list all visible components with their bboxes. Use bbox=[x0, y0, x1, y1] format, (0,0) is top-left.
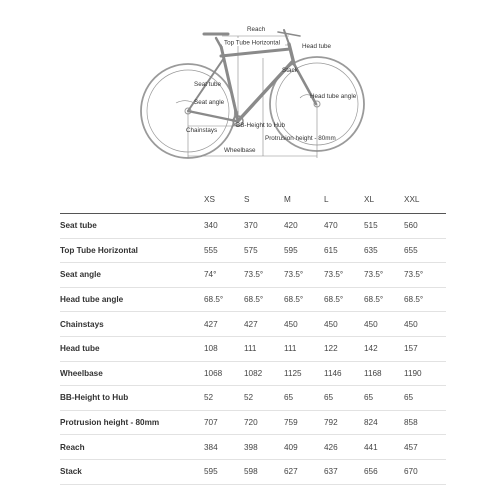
table-cell: 656 bbox=[364, 459, 404, 484]
label-top-tube-horizontal: Top Tube Horizontal bbox=[224, 39, 281, 47]
size-header: XL bbox=[364, 185, 404, 214]
table-cell: 1146 bbox=[324, 361, 364, 386]
geometry-table-body bbox=[60, 214, 446, 485]
table-cell: 68.5° bbox=[284, 287, 324, 312]
table-row bbox=[60, 336, 446, 361]
table-cell: 52 bbox=[244, 386, 284, 411]
table-row bbox=[60, 312, 446, 337]
table-cell: 384 bbox=[204, 435, 244, 460]
table-cell: 108 bbox=[204, 336, 244, 361]
table-cell: 598 bbox=[244, 459, 284, 484]
table-cell: 420 bbox=[284, 214, 324, 239]
table-cell: 370 bbox=[244, 214, 284, 239]
label-bb-height-to-hub: BB-Height to Hub bbox=[236, 122, 286, 129]
table-cell: 73.5° bbox=[364, 263, 404, 288]
label-seat-tube: Seat tube bbox=[194, 81, 221, 88]
table-cell: 74° bbox=[204, 263, 244, 288]
table-cell: 759 bbox=[284, 410, 324, 435]
label-head-tube-angle: Head tube angle bbox=[310, 93, 357, 100]
table-cell: 1190 bbox=[404, 361, 446, 386]
table-row bbox=[60, 214, 446, 239]
table-cell: 1168 bbox=[364, 361, 404, 386]
table-row bbox=[60, 435, 446, 460]
table-cell: 65 bbox=[284, 386, 324, 411]
table-cell: 122 bbox=[324, 336, 364, 361]
table-cell: 470 bbox=[324, 214, 364, 239]
table-cell: 457 bbox=[404, 435, 446, 460]
table-cell: 65 bbox=[324, 386, 364, 411]
table-cell: 157 bbox=[404, 336, 446, 361]
table-cell: 52 bbox=[204, 386, 244, 411]
table-cell: 450 bbox=[404, 312, 446, 337]
table-cell: 595 bbox=[204, 459, 244, 484]
table-cell: 824 bbox=[364, 410, 404, 435]
table-cell: 427 bbox=[244, 312, 284, 337]
table-cell: 450 bbox=[364, 312, 404, 337]
row-label: Reach bbox=[60, 435, 204, 460]
table-cell: 450 bbox=[284, 312, 324, 337]
table-cell: 68.5° bbox=[404, 287, 446, 312]
label-stack: Stack bbox=[282, 67, 298, 74]
table-cell: 73.5° bbox=[324, 263, 364, 288]
table-cell: 441 bbox=[364, 435, 404, 460]
table-cell: 409 bbox=[284, 435, 324, 460]
table-row bbox=[60, 238, 446, 263]
table-cell: 142 bbox=[364, 336, 404, 361]
table-cell: 450 bbox=[324, 312, 364, 337]
table-cell: 560 bbox=[404, 214, 446, 239]
table-cell: 68.5° bbox=[244, 287, 284, 312]
table-cell: 637 bbox=[324, 459, 364, 484]
table-cell: 1068 bbox=[204, 361, 244, 386]
row-label: Wheelbase bbox=[60, 361, 204, 386]
table-cell: 68.5° bbox=[364, 287, 404, 312]
table-cell: 670 bbox=[404, 459, 446, 484]
table-cell: 720 bbox=[244, 410, 284, 435]
table-cell: 595 bbox=[284, 238, 324, 263]
table-cell: 73.5° bbox=[404, 263, 446, 288]
table-cell: 655 bbox=[404, 238, 446, 263]
table-cell: 635 bbox=[364, 238, 404, 263]
bike-geometry-diagram bbox=[0, 0, 500, 185]
table-cell: 73.5° bbox=[244, 263, 284, 288]
label-head-tube: Head tube bbox=[302, 43, 332, 50]
table-row bbox=[60, 361, 446, 386]
label-wheelbase: Wheelbase bbox=[224, 147, 256, 154]
table-cell: 427 bbox=[204, 312, 244, 337]
table-cell: 555 bbox=[204, 238, 244, 263]
table-cell: 627 bbox=[284, 459, 324, 484]
table-cell: 615 bbox=[324, 238, 364, 263]
row-label: Head tube angle bbox=[60, 287, 204, 312]
table-cell: 68.5° bbox=[204, 287, 244, 312]
row-label: BB-Height to Hub bbox=[60, 386, 204, 411]
table-cell: 792 bbox=[324, 410, 364, 435]
size-header: L bbox=[324, 185, 364, 214]
label-protrusion-height: Protrusion height - 80mm bbox=[265, 135, 336, 142]
row-label: Seat angle bbox=[60, 263, 204, 288]
label-reach: Reach bbox=[247, 26, 266, 33]
table-cell: 575 bbox=[244, 238, 284, 263]
size-header-row bbox=[60, 185, 446, 214]
table-row bbox=[60, 287, 446, 312]
table-cell: 426 bbox=[324, 435, 364, 460]
table-cell: 111 bbox=[244, 336, 284, 361]
size-header: M bbox=[284, 185, 324, 214]
table-cell: 515 bbox=[364, 214, 404, 239]
table-row bbox=[60, 410, 446, 435]
row-label: Stack bbox=[60, 459, 204, 484]
size-header: S bbox=[244, 185, 284, 214]
table-cell: 1125 bbox=[284, 361, 324, 386]
table-cell: 1082 bbox=[244, 361, 284, 386]
table-cell: 65 bbox=[364, 386, 404, 411]
table-cell: 340 bbox=[204, 214, 244, 239]
header-blank bbox=[60, 185, 204, 214]
table-cell: 707 bbox=[204, 410, 244, 435]
table-cell: 68.5° bbox=[324, 287, 364, 312]
row-label: Chainstays bbox=[60, 312, 204, 337]
label-seat-angle: Seat angle bbox=[194, 99, 225, 106]
table-cell: 73.5° bbox=[284, 263, 324, 288]
table-cell: 111 bbox=[284, 336, 324, 361]
table-row bbox=[60, 386, 446, 411]
row-label: Seat tube bbox=[60, 214, 204, 239]
row-label: Top Tube Horizontal bbox=[60, 238, 204, 263]
table-cell: 858 bbox=[404, 410, 446, 435]
geometry-table bbox=[60, 185, 446, 485]
size-header: XS bbox=[204, 185, 244, 214]
row-label: Head tube bbox=[60, 336, 204, 361]
table-row bbox=[60, 459, 446, 484]
table-cell: 65 bbox=[404, 386, 446, 411]
label-chainstays: Chainstays bbox=[186, 127, 218, 134]
size-header: XXL bbox=[404, 185, 446, 214]
table-row bbox=[60, 263, 446, 288]
row-label: Protrusion height - 80mm bbox=[60, 410, 204, 435]
table-cell: 398 bbox=[244, 435, 284, 460]
